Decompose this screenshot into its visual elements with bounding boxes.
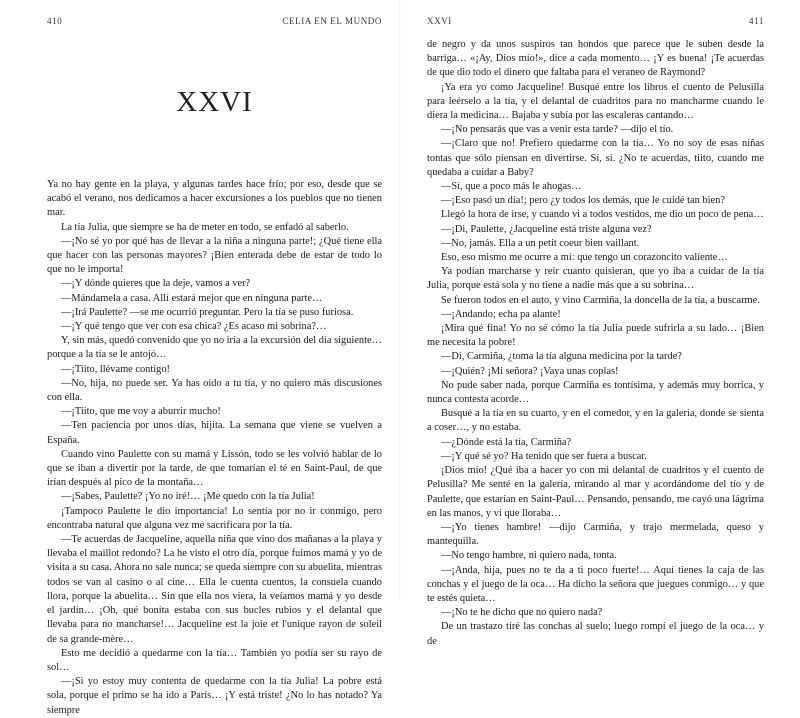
page-number: 410 (47, 16, 63, 26)
left-body-text (47, 178, 382, 718)
paragraph: —No tengo hambre, ni quiero nada, tonta. (441, 550, 617, 562)
paragraph: —¡Sabes, Paulette? ¡Yo no iré!… ¡Me quedo con la tía Julia! (61, 491, 315, 503)
paragraph: ¡Dios mío! ¿Qué iba a hacer yo con mi delantal de cuadritos y el cuento de Pelusilla? Me senté en la galería, mirando al mar y acordándome del tío y de Paulette, que estarían en Saint-Paul… Pensando, pensando, me cayó una lágrima en las manos, y vi que lloraba… (427, 465, 764, 519)
paragraph: —¡Andando; echa pa alante! (441, 308, 561, 320)
paragraph: Y, sin más, quedó convenido que yo no iría a la excursión del día siguiente… porque a la tía se le antojó… (47, 335, 382, 361)
left-running-head (47, 16, 382, 32)
paragraph: —¡Di, Paulette, ¿Jacqueline está triste alguna vez? (441, 223, 652, 235)
right-page (400, 0, 800, 647)
chapter-title: XXVI (176, 86, 253, 118)
running-title: CELIA EN EL MUNDO (282, 16, 382, 26)
paragraph: La tía Julia, que siempre se ha de meter en todo, se enfadó al saberlo. (61, 221, 349, 233)
running-title: XXVI (427, 16, 452, 26)
paragraph: —No, hija, no puede ser. Ya has oído a tu tía, y no quiero más discusiones con ella. (47, 377, 382, 404)
paragraph: —Te acuerdas de Jacqueline, aquella niña que vino dos mañanas a la playa y llevaba el maillot redondo? La he visto el otro día, porque fuimos mamá y yo de visita a su casa. Ahora no sale nunca; se queda siempre con su abuelita, mientras todos se van al casino o al cine… Ella le cuenta cuentos, la consuela cuando llora, porque la abuelita… Sin que ella nos viera, la veíamos mamá y yo desde el jardín… ¡Oh, qué bonita estaba con sus bucles rubios y el delantal que llevaba para no mancharse!… Jacqueline est la joie et l'unique rayon de soleil de sa grande-mère… (47, 534, 382, 645)
paragraph: —Di, Carmiña, ¿toma la tía alguna medicina por la tarde? (441, 351, 682, 363)
paragraph: de negro y da unos suspiros tan hondos que parece que le suben desde la barriga… «¡Ay, Dios mío!», dice a cada momento… ¡Y es buena! ¡Te acuerdas de que dio todo el dinero que faltaba para el veraneo de Raymond? (427, 39, 764, 79)
paragraph: —¡No pensarás que vas a venir esta tarde? —dijo el tío. (441, 124, 674, 136)
paragraph: No pude saber nada, porque Carmiña es tontísima, y además muy borrica, y nunca contesta acorde… (427, 379, 764, 406)
paragraph: —¡Yo tienes hambre! —dijo Carmiña, y trajo mermelada, queso y mantequilla. (427, 521, 764, 548)
right-running-head (427, 16, 764, 32)
left-page (0, 0, 400, 716)
paragraph: Esto me decidió a quedarme con la tía… También yo podía ser su rayo de sol… (47, 647, 382, 673)
paragraph: —¿Dónde está la tía, Carmiña? (441, 436, 572, 448)
paragraph: ¡Mira qué fina! Yo no sé cómo la tía Julia puede sufrirla a su lado… ¡Bien me necesita la pobre! (427, 323, 764, 349)
paragraph: —¡Irá Paulette? —se me ocurrió preguntar. Pero la tía se puso furiosa. (61, 306, 354, 318)
paragraph: ¡Ya era yo como Jacqueline! Busqué entre los libros el cuento de Pelusilla para leérselo a la tía, y el delantal de cuadritos para no mancharme cuando le diera la medicina… Bajaba y subía por las escaleras cantando… (427, 81, 764, 122)
paragraph: Busqué a la tía en su cuarto, y en el comedor, y en la galería, donde se sienta a coser…, y no estaba. (427, 408, 764, 434)
paragraph: —¡Si yo estoy muy contenta de quedarme con la tía Julia! La pobre está sola, porque el primo se ha ido a París… ¡Y está triste! ¿No lo has notado? Ya siempre (47, 676, 382, 716)
paragraph: —¡Anda, hija, pues no te da a ti poco fuerte!… Aquí tienes la caja de las conchas y el juego de la oca… Ha dicho la señora que juegues conmigo… y que te estés quieta… (427, 564, 764, 604)
paragraph: Eso, eso mismo me ocurre a mí: que tengo un corazoncito valiente… (441, 252, 728, 264)
paragraph: —¡No te he dicho que no quiero nada? (441, 607, 603, 619)
paragraph: —¡Eso pasó un día!; pero ¿y todos los demás, que le cuidé tan bien? (441, 195, 725, 207)
paragraph: —¡Claro que no! Prefiero quedarme con la tía… Yo no soy de esas niñas tontas que sólo piensan en divertirse. Sí, sí. ¿No te acuerdas, tiito, cuando me quedaba a cuidar a Baby? (427, 138, 764, 178)
paragraph: —¡Y qué sé yo? Ha tenido que ser fuera a buscar. (441, 450, 647, 462)
paragraph: —Ten paciencia por unos días, hijita. La semana que viene se vuelven a España. (47, 420, 382, 446)
paragraph: Se fueron todos en el auto, y vino Carmiña, la doncella de la tía, a buscarme. (441, 294, 760, 306)
paragraph: —¡No sé yo por qué has de llevar a la niña a ninguna parte!; ¿Qué tiene ella que hacer con las personas mayores? ¡Bien enterada debe de estar de todo lo que no le importa! (47, 235, 382, 276)
paragraph: Llegó la hora de irse, y cuando vi a todos vestidos, me dio un poco de pena… (441, 209, 764, 221)
paragraph: —¡Tiito, que me voy a aburrir mucho! (61, 406, 221, 418)
paragraph: —Mándamela a casa. Allí estará mejor que en ninguna parte… (61, 292, 323, 304)
page-number: 411 (749, 16, 764, 26)
paragraph: Ya no hay gente en la playa, y algunas tardes hace frío; por eso, desde que se acabó el verano, nos dedicamos a hacer excursiones a los pueblos que no tienen mar. (47, 179, 382, 219)
paragraph: —¡Tiito, llévame contigo! (61, 363, 170, 375)
paragraph: —No, jamás. Ella a un petit coeur bien vaillant. (441, 237, 640, 249)
paragraph: —¡Quién? ¡Mi señora? ¡Vaya unas coplas! (441, 365, 619, 377)
paragraph: Ya podían marcharse y reír cuanto quisieran, que yo iba a cuidar de la tía Julia, porque está sola y no tiene a nadie más que a su sobrina… (427, 266, 764, 292)
paragraph: —¡Y dónde quieres que la deje, vamos a ver? (61, 278, 251, 290)
paragraph: —¡Y qué tengo que ver con esa chica? ¿Es acaso mi sobrina?… (61, 321, 327, 333)
paragraph: Cuando vino Paulette con su mamá y Lissón, todo se les volvió hablar de lo que se iban a divertir por la tarde, de que tomarían el té en Saint-Paul, de que irían después al pico de la montaña… (47, 448, 382, 489)
paragraph: —Sí, que a poco más le ahogas… (441, 181, 582, 193)
right-body-text (427, 38, 764, 649)
paragraph: ¡Tampoco Paulette le dio importancia! Lo sentía por no ir conmigo, pero encontraba natural que alguna vez me sacrificara por la tía. (47, 505, 382, 531)
paragraph: De un trastazo tiré las conchas al suelo; luego rompí el juego de la oca… y de (427, 621, 764, 647)
